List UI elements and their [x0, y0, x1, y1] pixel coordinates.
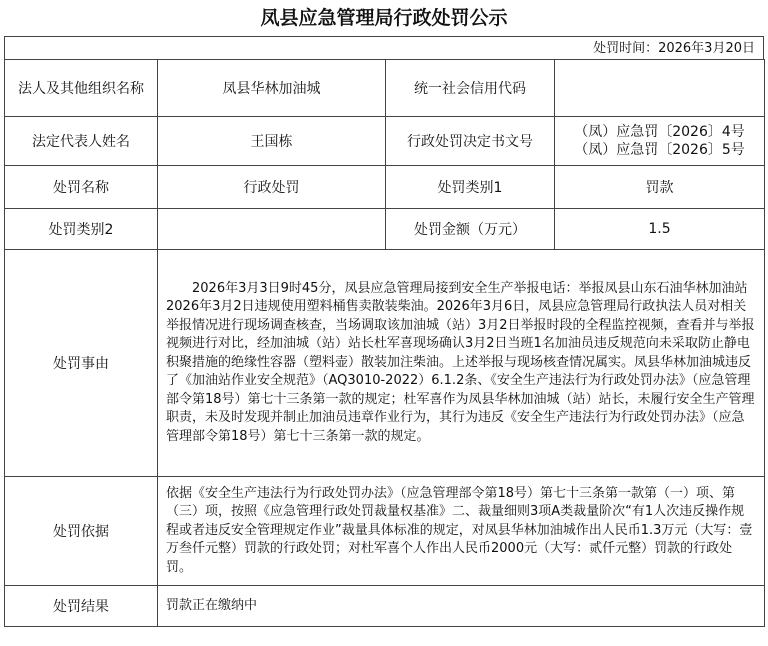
credit-code-value — [555, 60, 765, 117]
legal-rep-value: 王国栋 — [158, 117, 386, 166]
penalty-date: 处罚时间：2026年3月20日 — [4, 36, 764, 60]
decision-number-label: 行政处罚决定书文号 — [386, 117, 555, 166]
penalty-basis-label: 处罚依据 — [5, 477, 158, 586]
penalty-reason-text: 2026年3月3日9时45分，凤县应急管理局接到安全生产举报电话：举报凤县山东石油华林加油站2026年3月2日违规使用塑料桶售卖散装柴油。2026年3月6日，凤县应急管理局行政执法人员对相关举报情况进行现场调查核查，当场调取该加油城（站）3月2日举报时段的全程监控视频，查看并与举报视频进行对比，经加油城（站）站长杜军喜现场确认3月2日当班1名加油员违反规范向未采取防止静电积聚措施的绝缘性容器（塑料壶）散装加注柴油。上述举报与现场核查情况属实。凤县华林加油城违反了《加油站作业安全规范》（AQ3010-2022）6.1.2条、《安全生产违法行为行政处罚办法》（应急管理部令第18号）第七十三条第一款的规定；杜军喜作为凤县华林加油城（站）站长，未履行安全生产管理职责，未及时发现并制止加油员违章作业行为，其行为违反《安全生产违法行为行政处罚办法》（应急管理部令第18号）第七十三条第一款的规定。 — [166, 280, 755, 444]
org-name-label: 法人及其他组织名称 — [5, 60, 158, 117]
penalty-basis-value: 依据《安全生产违法行为行政处罚办法》（应急管理部令第18号）第七十三条第一款第（一）项、第（三）项，按照《应急管理行政处罚裁量权基准》二、裁量细则3项A类裁量阶次“有1人次违反操作规程或者违反安全管理规定作业”裁量具体标准的规定，对凤县华林加油城作出人民币1.3万元（大写：壹万叁仟元整）罚款的行政处罚；对杜军喜个人作出人民币2000元（大写：贰仟元整）罚款的行政处罚。 — [158, 477, 765, 586]
table-row — [5, 166, 765, 209]
penalty-table — [4, 59, 765, 627]
decision-number-2: （凤）应急罚〔2026〕5号 — [574, 142, 745, 158]
penalty-category1-value: 罚款 — [555, 166, 765, 209]
table-row — [5, 477, 765, 586]
penalty-category2-label: 处罚类别2 — [5, 209, 158, 250]
page-title: 凤县应急管理局行政处罚公示 — [260, 7, 508, 29]
penalty-amount-value: 1.5 — [555, 209, 765, 250]
penalty-result-value: 罚款正在缴纳中 — [158, 586, 765, 627]
legal-rep-label: 法定代表人姓名 — [5, 117, 158, 166]
penalty-reason-value — [158, 250, 765, 477]
table-row — [5, 586, 765, 627]
table-row — [5, 209, 765, 250]
penalty-category2-value — [158, 209, 386, 250]
credit-code-label: 统一社会信用代码 — [386, 60, 555, 117]
table-row — [5, 60, 765, 117]
penalty-result-label: 处罚结果 — [5, 586, 158, 627]
penalty-name-value: 行政处罚 — [158, 166, 386, 209]
decision-number-1: （凤）应急罚〔2026〕4号 — [574, 124, 745, 140]
penalty-name-label: 处罚名称 — [5, 166, 158, 209]
table-row — [5, 117, 765, 166]
penalty-category1-label: 处罚类别1 — [386, 166, 555, 209]
penalty-amount-label: 处罚金额（万元） — [386, 209, 555, 250]
org-name-value: 凤县华林加油城 — [158, 60, 386, 117]
penalty-reason-label: 处罚事由 — [5, 250, 158, 477]
table-row — [5, 250, 765, 477]
decision-number-value — [555, 117, 765, 166]
